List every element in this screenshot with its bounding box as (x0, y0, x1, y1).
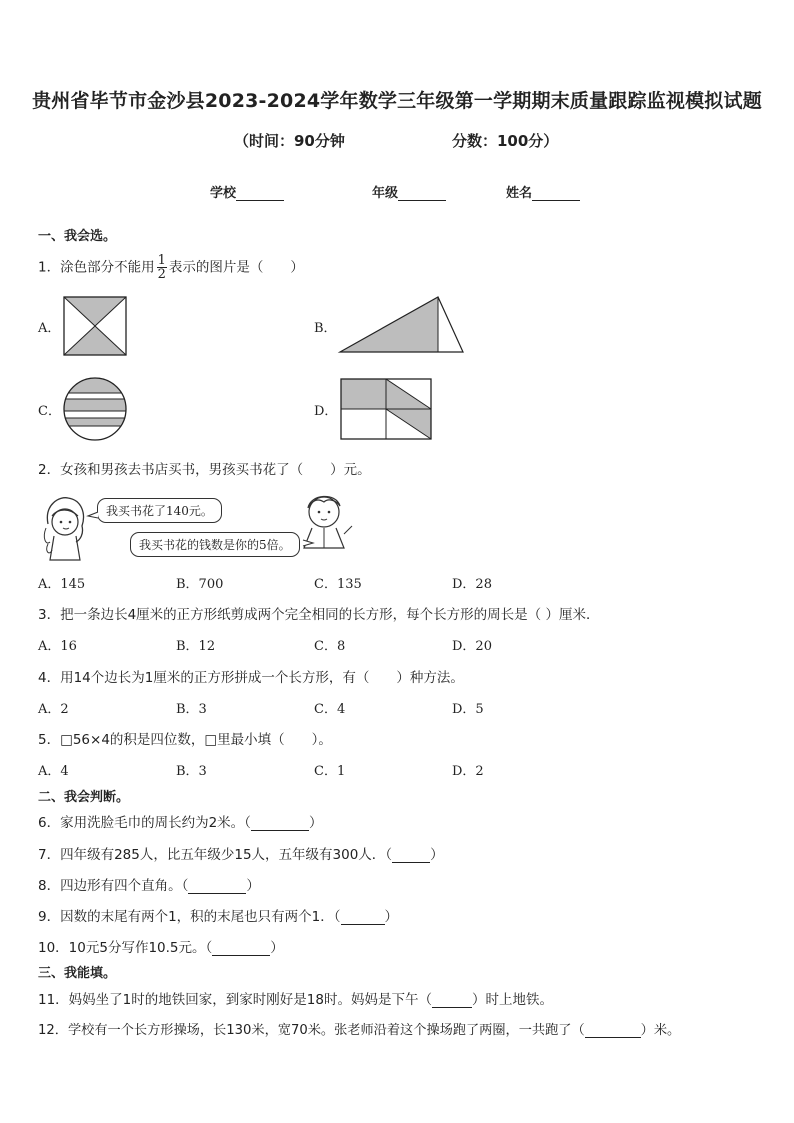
option-c-label: C． (38, 404, 61, 419)
q3-option-b: B．12 (176, 639, 216, 654)
q3-option-a: A．16 (38, 639, 77, 654)
q5-option-c: C．1 (314, 764, 346, 779)
answer-blank[interactable] (212, 943, 270, 956)
school-field: 学校 (210, 182, 284, 201)
question-8: 8．四边形有四个直角。（ ） (38, 878, 260, 894)
question-9: 9．因数的末尾有两个1，积的末尾也只有两个1．（ ） (38, 909, 399, 925)
option-a-label: A． (38, 321, 61, 336)
speech-bubble-boy: 我买书花了140元。 (97, 498, 222, 523)
answer-blank[interactable] (188, 881, 246, 894)
q2-option-a: A．145 (38, 577, 86, 592)
section-heading: 三、我能填。 (38, 966, 117, 981)
q5-option-b: B．3 (176, 764, 207, 779)
q2-option-b: B．700 (176, 577, 224, 592)
answer-blank[interactable] (251, 818, 309, 831)
fraction-half: $\frac{1}{2}$ (157, 253, 166, 282)
answer-blank[interactable] (341, 912, 385, 925)
score-label: 分数：100分） (452, 132, 559, 150)
speech-bubble-girl: 我买书花的钱数是你的5倍。 (130, 532, 300, 557)
circle-stripes-figure (63, 378, 127, 440)
bubble-tail-left (88, 510, 100, 520)
question-11: 11．妈妈坐了1时的地铁回家，到家时刚好是18时。妈妈是下午（ ）时上地铁。 (38, 992, 553, 1008)
name-field: 姓名 (506, 182, 580, 201)
q4-option-c: C．4 (314, 702, 346, 717)
girl-illustration (40, 494, 90, 564)
q2-option-d: D．28 (452, 577, 492, 592)
question-10: 10．10元5分写作10.5元。（ ） (38, 940, 284, 956)
rectangle-grid-figure (341, 379, 431, 439)
q3-option-d: D．20 (452, 639, 492, 654)
question-4: 4．用14个边长为1厘米的正方形拼成一个长方形，有（ ）种方法。 (38, 670, 464, 686)
answer-blank[interactable] (432, 995, 472, 1008)
square-diagonals-figure (64, 297, 126, 355)
question-3: 3．把一条边长4厘米的正方形纸剪成两个完全相同的长方形，每个长方形的周长是（ ）厘米． (38, 607, 600, 623)
question-2: 2．女孩和男孩去书店买书，男孩买书花了（ ）元。 (38, 462, 371, 478)
question-1: 1．涂色部分不能用 $\frac{1}{2}$ 表示的图片是（ ） (38, 253, 304, 282)
question-5: 5．□56×4的积是四位数，□里最小填（ ）。 (38, 732, 332, 748)
q5-option-d: D．2 (452, 764, 484, 779)
section-heading: 二、我会判断。 (38, 790, 130, 805)
bubble-tail-right (303, 538, 315, 548)
triangle-figure (340, 297, 464, 353)
q3-option-c: C．8 (314, 639, 346, 654)
time-label: （时间：90分钟 (234, 132, 345, 150)
option-b-label: B． (314, 321, 337, 336)
answer-blank[interactable] (392, 850, 430, 863)
question-12: 12．学校有一个长方形操场，长130米，宽70米。张老师沿着这个操场跑了两圈，一共跑了（ ）米。 (38, 1023, 681, 1038)
exam-title: 贵州省毕节市金沙县2023-2024学年数学三年级第一学期期末质量跟踪监视模拟试题 (32, 90, 762, 112)
q5-option-a: A．4 (38, 764, 69, 779)
q4-option-a: A．2 (38, 702, 69, 717)
answer-blank[interactable] (585, 1025, 641, 1038)
q2-option-c: C．135 (314, 577, 362, 592)
q4-option-d: D．5 (452, 702, 484, 717)
question-7: 7．四年级有285人，比五年级少15人，五年级有300人．（ ） (38, 847, 444, 863)
option-d-label: D． (314, 404, 338, 419)
section-heading: 一、我会选。 (38, 229, 117, 244)
question-6: 6．家用洗脸毛巾的周长约为2米。（ ） (38, 815, 323, 831)
grade-field: 年级 (372, 182, 446, 201)
q4-option-b: B．3 (176, 702, 207, 717)
